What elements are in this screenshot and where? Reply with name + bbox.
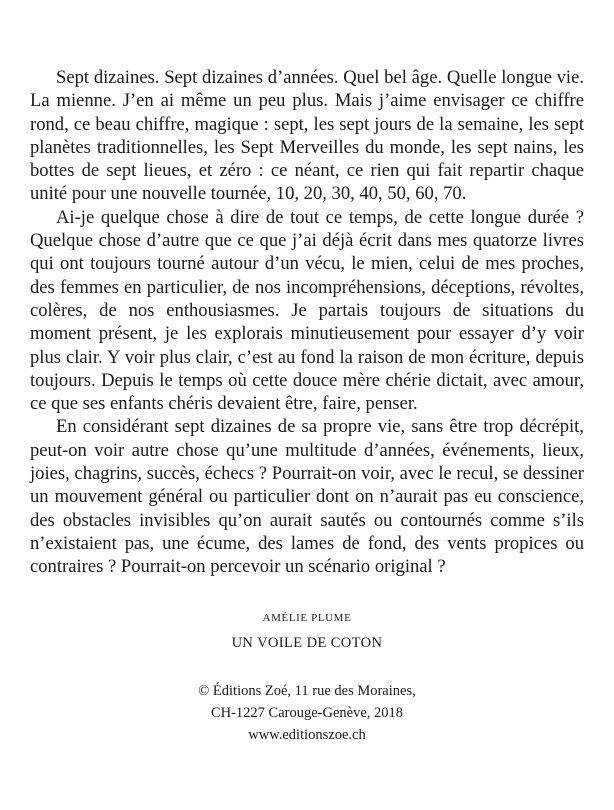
website-link[interactable]: www.editionszoe.ch — [248, 727, 366, 743]
body-text — [30, 66, 584, 579]
paragraph-3: En considérant sept dizaines de sa propre vie, sans être trop décrépit, peut-on voir autre chose qu’une multitude d’années, événements, lieux, joies, chagrins, succès, échecs ? Pourrait-on voir, avec le recul, se dessiner un mouvement général ou particulier dont on n’aurait pas eu conscience, des obstacles invisibles qu’on aurait sautés ou contournés comme s’ils n’existaient pas, une écume, des lames de fond, des vents propices ou contraires ? Pourrait-on percevoir un scénario original ? — [30, 416, 584, 578]
paragraph-2: Ai-je quelque chose à dire de tout ce temps, de cette longue durée ? Quelque chose d’autre que ce que j’ai déjà écrit dans mes quatorze livres qui ont toujours tourné autour d’un vécu, le mien, celui de mes proches, des femmes en particulier, de nos incompréhensions, déceptions, révoltes, colères, de nos enthousiasmes. Je partais toujours de situations du moment présent, je les explorais minutieusement pour essayer d’y voir plus clair. Y voir plus clair, c’est au fond la raison de mon écriture, depuis toujours. Depuis le temps où cette douce mère chérie dictait, avec amour, ce que ses enfants chéris devaient être, faire, penser. — [30, 206, 584, 415]
publisher-info — [0, 680, 614, 746]
paragraph-1: Sept dizaines. Sept dizaines d’années. Quel bel âge. Quelle longue vie. La mienne. J’en ai même un peu plus. Mais j’aime envisager ce chiffre rond, ce beau chiffre, magique : sept, les sept jours de la semaine, les sept planètes traditionnelles, les Sept Merveilles du monde, les sept nains, les bottes de sept lieues, et zéro : ce néant, ce rien qui fait repartir chaque unité pour une nouvelle tournée, 10, 20, 30, 40, 50, 60, 70. — [30, 67, 584, 205]
colophon — [0, 610, 614, 746]
copyright-line: © Éditions Zoé, 11 rue des Moraines, — [198, 683, 416, 699]
book-title: UN VOILE DE COTON — [231, 635, 383, 651]
address-line: CH-1227 Carouge-Genève, 2018 — [210, 705, 404, 721]
author-name: AMÉLIE PLUME — [262, 612, 352, 624]
